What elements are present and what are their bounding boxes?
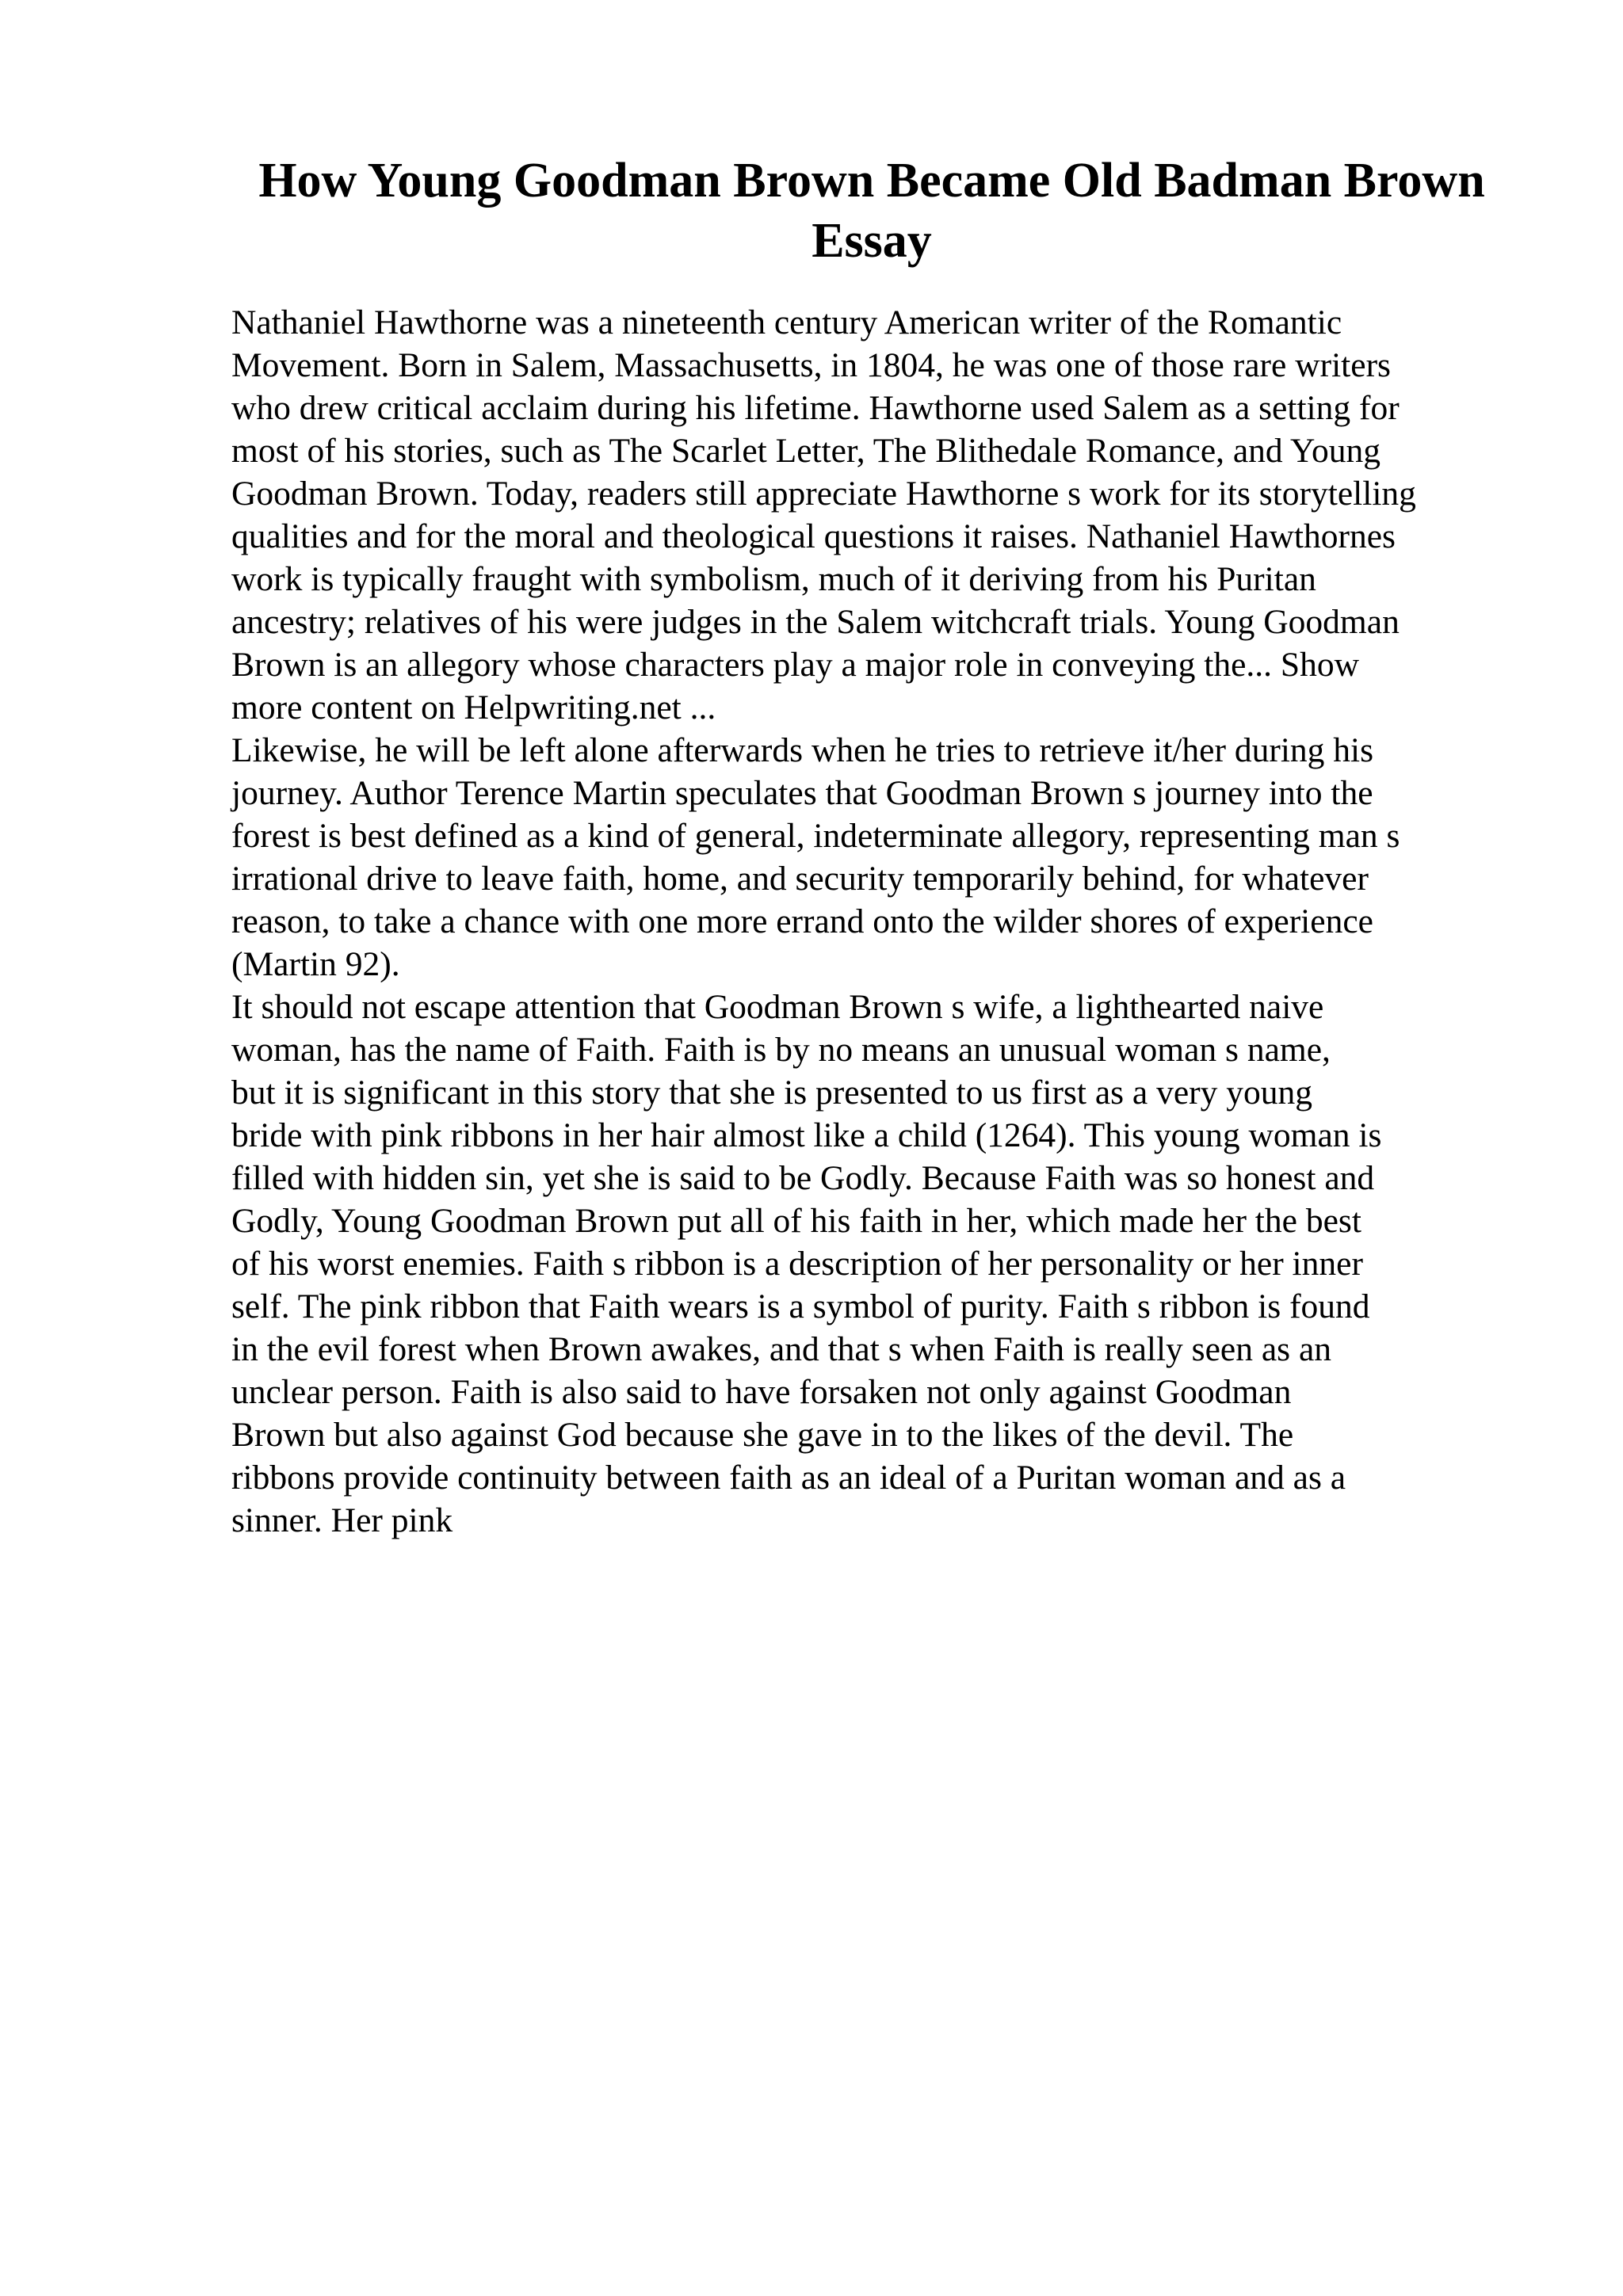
essay-body xyxy=(231,301,1515,1542)
body-line-17: It should not escape attention that Goodman Brown s wife, a lighthearted naive xyxy=(231,988,1324,1026)
body-line-3: who drew critical acclaim during his lifetime. Hawthorne used Salem as a setting for xyxy=(231,389,1400,427)
body-line-14: irrational drive to leave faith, home, and security temporarily behind, for whatever xyxy=(231,860,1369,898)
body-line-25: in the evil forest when Brown awakes, and that s when Faith is really seen as an xyxy=(231,1330,1332,1368)
body-line-18: woman, has the name of Faith. Faith is by no means an unusual woman s name, xyxy=(231,1031,1331,1069)
body-line-7: work is typically fraught with symbolism, much of it deriving from his Puritan xyxy=(231,560,1316,598)
body-line-24: self. The pink ribbon that Faith wears is a symbol of purity. Faith s ribbon is found xyxy=(231,1287,1370,1325)
body-line-4: most of his stories, such as The Scarlet Letter, The Blithedale Romance, and Young xyxy=(231,432,1381,470)
body-line-10: more content on Helpwriting.net ... xyxy=(231,688,716,727)
body-line-12: journey. Author Terence Martin speculates that Goodman Brown s journey into the xyxy=(231,774,1373,812)
body-line-8: ancestry; relatives of his were judges in the Salem witchcraft trials. Young Goodman xyxy=(231,603,1400,641)
body-line-21: filled with hidden sin, yet she is said to be Godly. Because Faith was so honest and xyxy=(231,1159,1375,1197)
title-line-1: How Young Goodman Brown Became Old Badman Brown xyxy=(258,154,1485,208)
body-line-20: bride with pink ribbons in her hair almost like a child (1264). This young woman is xyxy=(231,1116,1382,1154)
body-line-1: Nathaniel Hawthorne was a nineteenth century American writer of the Romantic xyxy=(231,303,1342,341)
body-line-22: Godly, Young Goodman Brown put all of his faith in her, which made her the best xyxy=(231,1202,1361,1240)
body-line-15: reason, to take a chance with one more errand onto the wilder shores of experience xyxy=(231,902,1373,940)
body-line-5: Goodman Brown. Today, readers still appreciate Hawthorne s work for its storytelling xyxy=(231,475,1416,513)
body-line-26: unclear person. Faith is also said to have forsaken not only against Goodman xyxy=(231,1373,1292,1411)
body-line-13: forest is best defined as a kind of general, indeterminate allegory, representing man s xyxy=(231,817,1400,855)
body-line-2: Movement. Born in Salem, Massachusetts, in 1804, he was one of those rare writers xyxy=(231,346,1391,384)
body-line-11: Likewise, he will be left alone afterwards when he tries to retrieve it/her during his xyxy=(231,731,1374,769)
body-line-27: Brown but also against God because she gave in to the likes of the devil. The xyxy=(231,1416,1294,1454)
title-line-2: Essay xyxy=(812,214,932,268)
body-line-28: ribbons provide continuity between faith as an ideal of a Puritan woman and as a xyxy=(231,1459,1346,1497)
body-line-16: (Martin 92). xyxy=(231,945,400,983)
body-line-6: qualities and for the moral and theological questions it raises. Nathaniel Hawthornes xyxy=(231,517,1396,555)
body-line-9: Brown is an allegory whose characters play a major role in conveying the... Show xyxy=(231,646,1360,684)
body-line-19: but it is significant in this story that she is presented to us first as a very young xyxy=(231,1074,1313,1112)
document-title xyxy=(238,151,1506,271)
body-line-29: sinner. Her pink xyxy=(231,1501,453,1539)
body-line-23: of his worst enemies. Faith s ribbon is a description of her personality or her inner xyxy=(231,1245,1363,1283)
